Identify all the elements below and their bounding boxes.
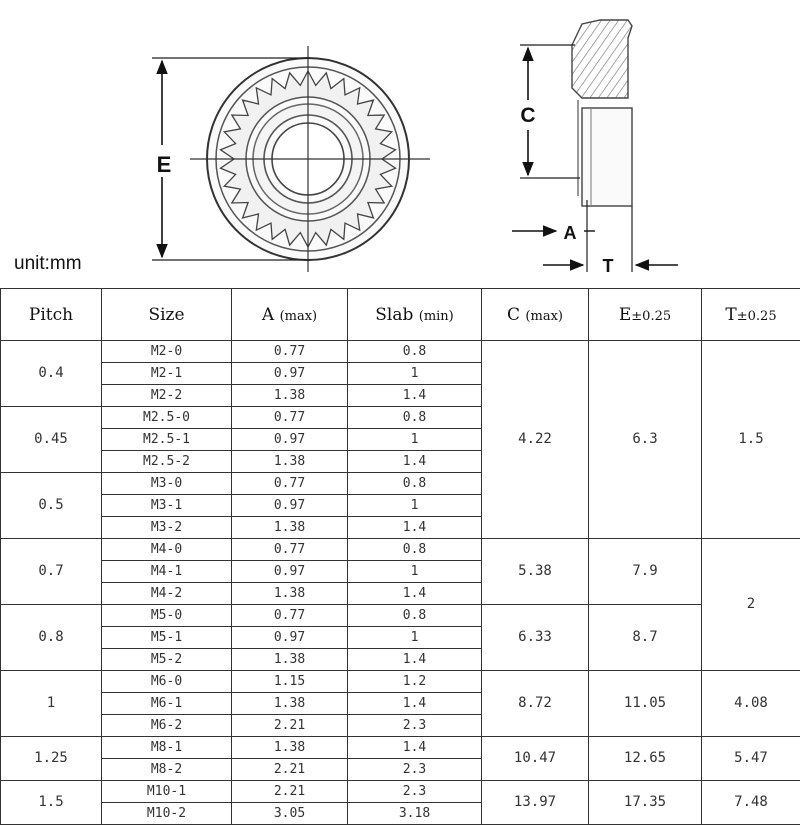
slab-min-cell: 1.4 (348, 385, 482, 407)
pitch-cell: 0.7 (1, 539, 102, 605)
nut-technical-drawing (0, 0, 800, 288)
c-max-cell: 13.97 (482, 781, 589, 825)
size-cell: M6-2 (102, 715, 232, 737)
t-cell: 4.08 (702, 671, 800, 737)
table-body (1, 341, 800, 825)
slab-min-cell: 1.4 (348, 583, 482, 605)
pitch-cell: 0.45 (1, 407, 102, 473)
a-max-cell: 0.77 (232, 407, 348, 429)
e-cell: 11.05 (589, 671, 702, 737)
slab-min-cell: 1.4 (348, 517, 482, 539)
e-cell: 8.7 (589, 605, 702, 671)
size-cell: M6-1 (102, 693, 232, 715)
size-cell: M4-1 (102, 561, 232, 583)
e-cell: 7.9 (589, 539, 702, 605)
a-max-cell: 0.77 (232, 341, 348, 363)
header-row (1, 289, 800, 341)
side-head-profile (572, 20, 632, 98)
a-max-cell: 1.38 (232, 649, 348, 671)
header-size: Size (102, 289, 232, 341)
size-cell: M10-1 (102, 781, 232, 803)
c-max-cell: 6.33 (482, 605, 589, 671)
c-dimension-label: C (520, 104, 535, 127)
slab-min-cell: 2.3 (348, 715, 482, 737)
a-max-cell: 0.77 (232, 605, 348, 627)
e-dimension-label: E (157, 152, 172, 177)
a-max-cell: 2.21 (232, 715, 348, 737)
e-cell: 6.3 (589, 341, 702, 539)
dimension-c (520, 45, 580, 178)
slab-min-cell: 1 (348, 363, 482, 385)
t-cell: 5.47 (702, 737, 800, 781)
slab-min-cell: 1.4 (348, 693, 482, 715)
a-max-cell: 1.15 (232, 671, 348, 693)
c-max-cell: 10.47 (482, 737, 589, 781)
a-max-cell: 0.77 (232, 539, 348, 561)
size-cell: M2-0 (102, 341, 232, 363)
slab-min-cell: 1 (348, 495, 482, 517)
t-cell: 2 (702, 539, 800, 671)
a-max-cell: 0.97 (232, 495, 348, 517)
table-row (1, 341, 800, 363)
size-cell: M3-1 (102, 495, 232, 517)
slab-min-cell: 0.8 (348, 605, 482, 627)
slab-min-cell: 0.8 (348, 539, 482, 561)
side-view (572, 20, 632, 206)
header-slab: Slab (min) (348, 289, 482, 341)
size-cell: M4-0 (102, 539, 232, 561)
size-cell: M2-1 (102, 363, 232, 385)
size-cell: M2.5-2 (102, 451, 232, 473)
c-max-cell: 8.72 (482, 671, 589, 737)
slab-min-cell: 2.3 (348, 759, 482, 781)
a-max-cell: 2.21 (232, 759, 348, 781)
table-row (1, 781, 800, 803)
e-cell: 12.65 (589, 737, 702, 781)
table-row (1, 671, 800, 693)
slab-min-cell: 1.2 (348, 671, 482, 693)
c-max-cell: 4.22 (482, 341, 589, 539)
a-max-cell: 3.05 (232, 803, 348, 825)
a-max-cell: 1.38 (232, 517, 348, 539)
pitch-cell: 1.25 (1, 737, 102, 781)
slab-min-cell: 3.18 (348, 803, 482, 825)
a-max-cell: 1.38 (232, 385, 348, 407)
a-max-cell: 0.97 (232, 429, 348, 451)
header-pitch: Pitch (1, 289, 102, 341)
slab-min-cell: 0.8 (348, 473, 482, 495)
c-max-cell: 5.38 (482, 539, 589, 605)
header-t: T±0.25 (702, 289, 800, 341)
pitch-cell: 1 (1, 671, 102, 737)
size-cell: M10-2 (102, 803, 232, 825)
t-dimension-label: T (603, 256, 614, 276)
header-a: A (max) (232, 289, 348, 341)
size-cell: M5-0 (102, 605, 232, 627)
a-max-cell: 0.77 (232, 473, 348, 495)
a-dimension-label: A (564, 223, 577, 243)
table-row (1, 605, 800, 627)
a-max-cell: 0.97 (232, 561, 348, 583)
size-cell: M2-2 (102, 385, 232, 407)
e-cell: 17.35 (589, 781, 702, 825)
size-cell: M2.5-0 (102, 407, 232, 429)
size-cell: M3-0 (102, 473, 232, 495)
slab-min-cell: 1.4 (348, 451, 482, 473)
t-cell: 7.48 (702, 781, 800, 825)
size-cell: M5-2 (102, 649, 232, 671)
size-cell: M2.5-1 (102, 429, 232, 451)
pitch-cell: 0.4 (1, 341, 102, 407)
a-max-cell: 1.38 (232, 737, 348, 759)
slab-min-cell: 0.8 (348, 341, 482, 363)
a-max-cell: 0.97 (232, 627, 348, 649)
size-cell: M8-2 (102, 759, 232, 781)
a-max-cell: 0.97 (232, 363, 348, 385)
a-max-cell: 1.38 (232, 693, 348, 715)
pitch-cell: 0.5 (1, 473, 102, 539)
slab-min-cell: 1 (348, 561, 482, 583)
front-view (190, 46, 430, 272)
size-cell: M4-2 (102, 583, 232, 605)
unit-label: unit:mm (14, 253, 82, 275)
dimension-a (512, 200, 595, 272)
size-cell: M3-2 (102, 517, 232, 539)
size-cell: M5-1 (102, 627, 232, 649)
slab-min-cell: 2.3 (348, 781, 482, 803)
table-row (1, 737, 800, 759)
pitch-cell: 0.8 (1, 605, 102, 671)
size-cell: M6-0 (102, 671, 232, 693)
slab-min-cell: 0.8 (348, 407, 482, 429)
header-c: C (max) (482, 289, 589, 341)
table-row (1, 539, 800, 561)
slab-min-cell: 1 (348, 627, 482, 649)
slab-min-cell: 1.4 (348, 737, 482, 759)
a-max-cell: 1.38 (232, 583, 348, 605)
a-max-cell: 2.21 (232, 781, 348, 803)
side-shank (582, 108, 632, 206)
slab-min-cell: 1.4 (348, 649, 482, 671)
pitch-cell: 1.5 (1, 781, 102, 825)
size-cell: M8-1 (102, 737, 232, 759)
slab-min-cell: 1 (348, 429, 482, 451)
specification-table (0, 288, 800, 825)
t-cell: 1.5 (702, 341, 800, 539)
a-max-cell: 1.38 (232, 451, 348, 473)
header-e: E±0.25 (589, 289, 702, 341)
